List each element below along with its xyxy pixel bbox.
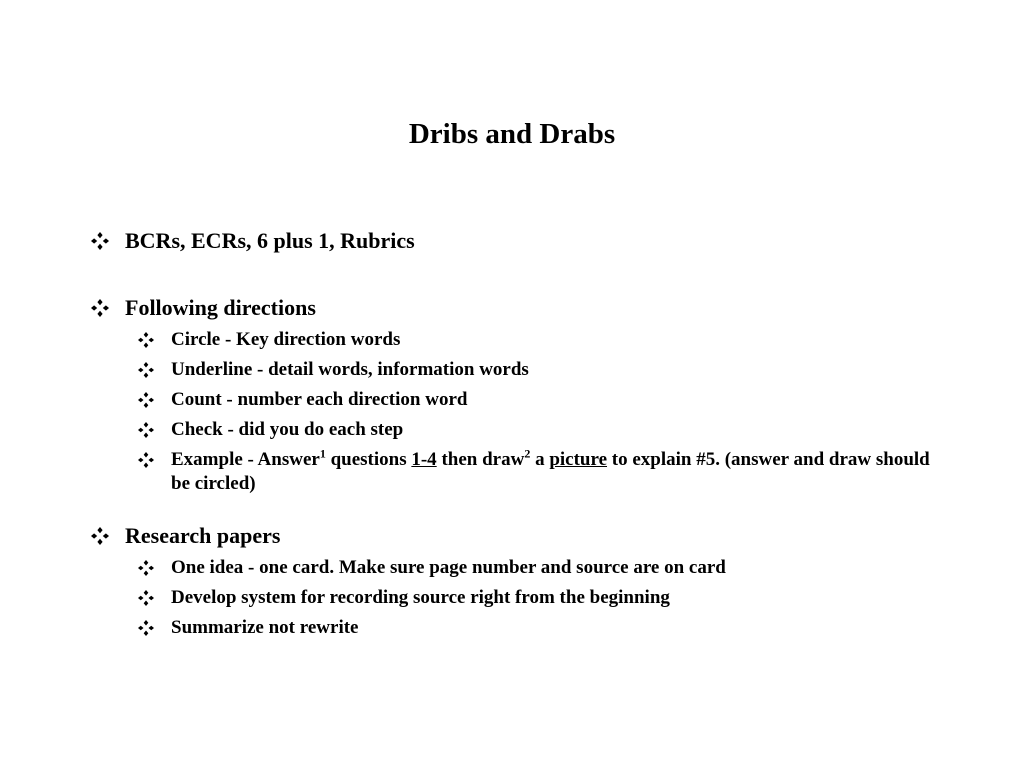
slide-title: Dribs and Drabs	[408, 118, 616, 150]
sub-bullet-one-idea	[138, 556, 726, 580]
example-part: questions	[325, 449, 412, 470]
underlined-picture: picture	[549, 449, 608, 470]
example-part: a	[530, 449, 550, 470]
sub-bullet-text: One idea - one card. Make sure page number and source are on card	[171, 557, 726, 578]
sub-bullet-count	[138, 388, 467, 412]
four-diamond-bullet-icon	[91, 299, 109, 317]
four-diamond-bullet-icon	[138, 422, 156, 438]
example-text	[171, 448, 931, 496]
bullet-text: Following directions	[125, 295, 316, 320]
underlined-range: 1-4	[411, 449, 437, 470]
bullet-text: BCRs, ECRs, 6 plus 1, Rubrics	[125, 228, 415, 253]
bullet-bcrs	[91, 228, 415, 254]
sub-bullet-summarize	[138, 616, 358, 640]
four-diamond-bullet-icon	[138, 560, 156, 576]
four-diamond-bullet-icon	[138, 590, 156, 606]
sub-bullet-circle	[138, 328, 400, 352]
four-diamond-bullet-icon	[138, 452, 156, 468]
sub-bullet-example	[138, 448, 931, 496]
sub-bullet-text: Circle - Key direction words	[171, 329, 401, 350]
four-diamond-bullet-icon	[138, 362, 156, 378]
sub-bullet-text: Count - number each direction word	[171, 389, 468, 410]
four-diamond-bullet-icon	[138, 392, 156, 408]
example-part: Example - Answer	[171, 449, 320, 470]
bullet-following-directions	[91, 295, 316, 321]
sub-bullet-check	[138, 418, 403, 442]
sub-bullet-text: Develop system for recording source right from the beginning	[171, 587, 670, 608]
four-diamond-bullet-icon	[138, 332, 156, 348]
sub-bullet-text: Summarize not rewrite	[171, 617, 359, 638]
four-diamond-bullet-icon	[138, 620, 156, 636]
superscript-1: 1	[319, 446, 326, 461]
sub-bullet-underline	[138, 358, 529, 382]
superscript-2: 2	[524, 446, 531, 461]
sub-bullet-develop-system	[138, 586, 670, 610]
bullet-text: Research papers	[125, 523, 281, 548]
four-diamond-bullet-icon	[91, 527, 109, 545]
bullet-research-papers	[91, 523, 280, 549]
four-diamond-bullet-icon	[91, 232, 109, 250]
sub-bullet-text: Check - did you do each step	[171, 419, 404, 440]
example-part: then draw	[436, 449, 525, 470]
sub-bullet-text: Underline - detail words, information words	[171, 359, 529, 380]
example-part: to explain #5. (answer and draw should be circled)	[171, 449, 930, 494]
